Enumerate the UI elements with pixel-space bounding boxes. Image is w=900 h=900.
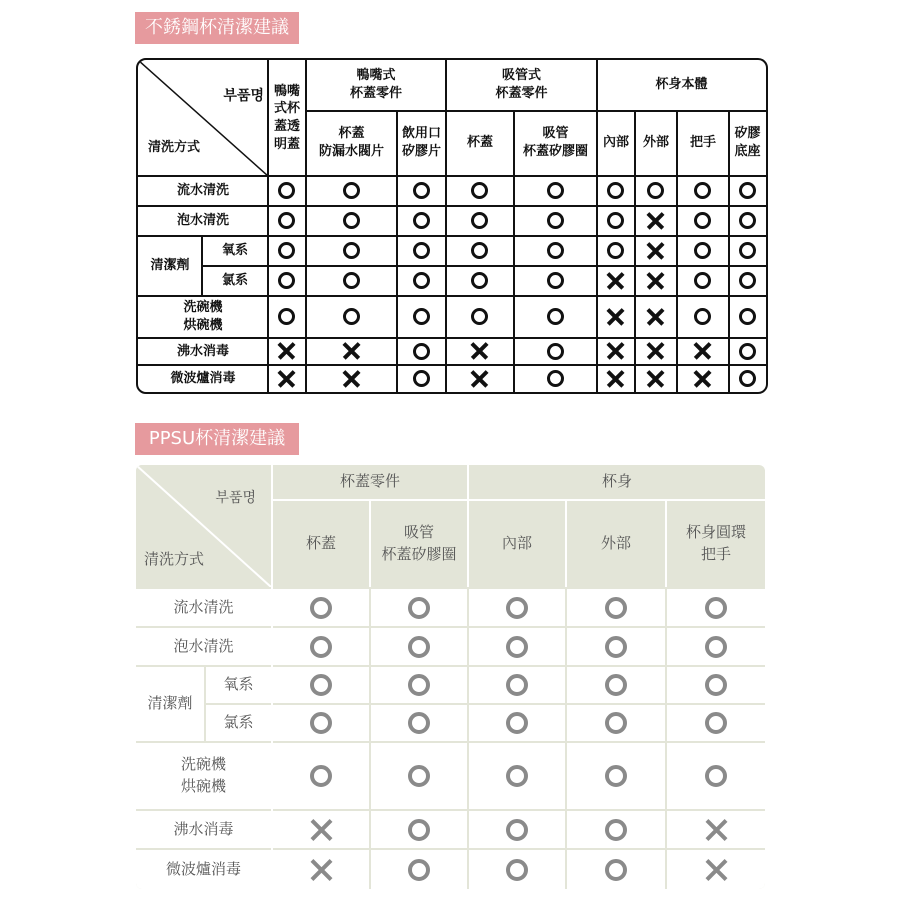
circle-mark-icon	[739, 308, 756, 325]
circle-mark-icon	[739, 212, 756, 229]
circle-mark-icon	[408, 597, 430, 619]
table-cell	[635, 338, 676, 364]
table-cell	[371, 850, 467, 889]
table-cell	[371, 628, 467, 665]
circle-mark-icon	[739, 182, 756, 199]
table-cell	[677, 206, 728, 235]
cross-mark-icon	[694, 370, 711, 387]
col-straw-ring	[371, 501, 467, 587]
col-outer: 外部	[642, 135, 669, 151]
header-duck-lid	[268, 60, 306, 176]
cross-mark-icon	[278, 343, 295, 360]
stainless-cleaning-table	[136, 58, 768, 394]
table-cell	[371, 589, 467, 626]
circle-mark-icon	[739, 370, 756, 387]
row-line: 烘碗機	[183, 318, 223, 333]
table-cell	[306, 338, 396, 364]
circle-mark-icon	[547, 212, 564, 229]
table-cell	[306, 176, 396, 205]
header-line: 杯身圓環	[685, 523, 746, 542]
header-line: 矽膠	[734, 126, 761, 142]
circle-mark-icon	[605, 819, 627, 841]
col-lid: 杯蓋	[466, 135, 493, 151]
circle-mark-icon	[607, 212, 624, 229]
table-cell	[306, 206, 396, 235]
col-straw-ring	[514, 110, 597, 176]
table-cell	[469, 850, 565, 889]
circle-mark-icon	[547, 343, 564, 360]
table-cell	[446, 338, 513, 364]
cross-mark-icon	[705, 859, 727, 881]
circle-mark-icon	[413, 343, 430, 360]
table-cell	[597, 236, 634, 265]
row-soak: 泡水清洗	[176, 213, 229, 229]
circle-mark-icon	[705, 636, 727, 658]
header-line: 吸管	[542, 126, 569, 142]
table-cell	[446, 176, 513, 205]
table-cell	[635, 266, 676, 295]
table-cell	[268, 206, 305, 235]
circle-mark-icon	[739, 242, 756, 259]
circle-mark-icon	[471, 182, 488, 199]
header-line: 防漏水閥片	[318, 144, 384, 159]
header-line: 把手	[700, 545, 731, 563]
row-line: 洗碗機	[180, 755, 226, 774]
circle-mark-icon	[310, 765, 332, 787]
cross-mark-icon	[278, 370, 295, 387]
table-cell	[635, 236, 676, 265]
header-line: 明蓋	[273, 136, 300, 152]
row-chlorine: 氯系	[221, 273, 248, 289]
row-dishwasher	[136, 743, 271, 809]
corner-parts-label: 부품명	[215, 489, 256, 506]
col-inner: 內部	[501, 534, 532, 553]
table-cell	[677, 176, 728, 205]
table-cell	[597, 176, 634, 205]
col-ring-handle	[667, 501, 765, 587]
circle-mark-icon	[310, 674, 332, 696]
table-cell	[306, 266, 396, 295]
circle-mark-icon	[310, 636, 332, 658]
cross-mark-icon	[647, 343, 664, 360]
table-cell	[469, 705, 565, 741]
table-cell	[567, 589, 665, 626]
table-cell	[446, 296, 513, 337]
circle-mark-icon	[605, 765, 627, 787]
circle-mark-icon	[408, 636, 430, 658]
table-cell	[273, 667, 369, 703]
ppsu-section-title: PPSU杯清潔建議	[135, 423, 299, 455]
table-cell	[635, 365, 676, 392]
table-cell	[514, 236, 596, 265]
circle-mark-icon	[408, 674, 430, 696]
row-oxygen: 氧系	[221, 243, 248, 259]
table-cell	[667, 589, 765, 626]
table-cell	[268, 365, 305, 392]
table-cell	[469, 667, 565, 703]
circle-mark-icon	[471, 242, 488, 259]
table-cell	[729, 176, 766, 205]
circle-mark-icon	[739, 343, 756, 360]
table-cell	[729, 206, 766, 235]
circle-mark-icon	[694, 272, 711, 289]
cross-mark-icon	[310, 859, 332, 881]
circle-mark-icon	[408, 819, 430, 841]
col-leakproof	[306, 110, 397, 176]
table-cell	[268, 266, 305, 295]
table-cell	[667, 850, 765, 889]
circle-mark-icon	[605, 597, 627, 619]
circle-mark-icon	[605, 636, 627, 658]
table-cell	[567, 628, 665, 665]
col-mouth	[397, 110, 446, 176]
row-microwave: 微波爐消毒	[170, 370, 236, 386]
table-cell	[729, 266, 766, 295]
circle-mark-icon	[547, 242, 564, 259]
table-cell	[397, 338, 445, 364]
ppsu-cleaning-table	[136, 465, 765, 889]
header-duck-parts	[306, 60, 446, 110]
circle-mark-icon	[413, 370, 430, 387]
table-cell	[268, 236, 305, 265]
table-cell	[306, 365, 396, 392]
header-line: 底座	[734, 144, 761, 159]
table-cell	[514, 176, 596, 205]
circle-mark-icon	[408, 712, 430, 734]
header-line: 鴨嘴式	[356, 68, 396, 84]
circle-mark-icon	[278, 182, 295, 199]
circle-mark-icon	[413, 182, 430, 199]
table-cell	[677, 338, 728, 364]
row-microwave: 微波爐消毒	[136, 850, 271, 889]
circle-mark-icon	[408, 859, 430, 881]
header-line: 吸管式	[501, 68, 541, 84]
col-lid: 杯蓋	[305, 534, 336, 553]
cross-mark-icon	[607, 272, 624, 289]
cross-mark-icon	[343, 343, 360, 360]
cross-mark-icon	[607, 370, 624, 387]
circle-mark-icon	[694, 212, 711, 229]
table-cell	[567, 850, 665, 889]
row-running-water: 流水清洗	[136, 589, 271, 626]
cross-mark-icon	[607, 343, 624, 360]
table-cell	[273, 743, 369, 809]
circle-mark-icon	[343, 272, 360, 289]
table-cell	[371, 811, 467, 848]
stainless-section-title: 不銹鋼杯清潔建議	[135, 12, 299, 44]
circle-mark-icon	[343, 242, 360, 259]
circle-mark-icon	[278, 308, 295, 325]
circle-mark-icon	[471, 212, 488, 229]
cross-mark-icon	[705, 819, 727, 841]
table-cell	[667, 705, 765, 741]
circle-mark-icon	[694, 308, 711, 325]
table-cell	[273, 705, 369, 741]
table-cell	[371, 667, 467, 703]
row-line: 烘碗機	[180, 777, 226, 795]
col-handle: 把手	[689, 135, 716, 151]
circle-mark-icon	[278, 242, 295, 259]
table-cell	[597, 266, 634, 295]
header-line: 杯蓋矽膠圈	[522, 144, 588, 159]
circle-mark-icon	[310, 712, 332, 734]
corner-diagonal	[138, 60, 268, 176]
table-cell	[677, 365, 728, 392]
table-cell	[514, 266, 596, 295]
cross-mark-icon	[471, 343, 488, 360]
circle-mark-icon	[605, 712, 627, 734]
table-cell	[597, 338, 634, 364]
table-cell	[677, 236, 728, 265]
cross-mark-icon	[694, 343, 711, 360]
col-base	[729, 110, 766, 176]
table-cell	[469, 743, 565, 809]
circle-mark-icon	[605, 859, 627, 881]
corner-parts-label: 부품명	[223, 87, 264, 104]
table-cell	[677, 266, 728, 295]
circle-mark-icon	[705, 765, 727, 787]
cross-mark-icon	[647, 212, 664, 229]
row-line: 洗碗機	[183, 300, 223, 316]
cross-mark-icon	[647, 370, 664, 387]
table-cell	[635, 206, 676, 235]
table-cell	[273, 811, 369, 848]
table-cell	[635, 296, 676, 337]
table-cell	[273, 850, 369, 889]
circle-mark-icon	[607, 182, 624, 199]
cross-mark-icon	[647, 242, 664, 259]
table-cell	[397, 206, 445, 235]
table-cell	[597, 206, 634, 235]
table-cell	[567, 705, 665, 741]
table-cell	[397, 365, 445, 392]
circle-mark-icon	[413, 308, 430, 325]
circle-mark-icon	[413, 212, 430, 229]
table-cell	[306, 296, 396, 337]
header-straw-parts	[446, 60, 597, 110]
table-cell	[397, 296, 445, 337]
cross-mark-icon	[607, 308, 624, 325]
circle-mark-icon	[605, 674, 627, 696]
table-cell	[597, 365, 634, 392]
table-cell	[268, 296, 305, 337]
circle-mark-icon	[647, 182, 664, 199]
header-line: 杯蓋零件	[349, 86, 402, 101]
circle-mark-icon	[413, 242, 430, 259]
circle-mark-icon	[607, 242, 624, 259]
table-cell	[371, 705, 467, 741]
header-body: 杯身	[601, 472, 632, 491]
table-cell	[514, 296, 596, 337]
table-cell	[446, 206, 513, 235]
circle-mark-icon	[705, 597, 727, 619]
header-line: 飲用口	[401, 126, 441, 142]
table-cell	[635, 176, 676, 205]
table-cell	[667, 811, 765, 848]
row-running-water: 流水清洗	[176, 183, 229, 199]
circle-mark-icon	[278, 212, 295, 229]
row-boiling: 沸水消毒	[136, 811, 271, 848]
circle-mark-icon	[506, 765, 528, 787]
circle-mark-icon	[547, 370, 564, 387]
table-cell	[514, 338, 596, 364]
table-cell	[469, 811, 565, 848]
cross-mark-icon	[471, 370, 488, 387]
table-cell	[273, 628, 369, 665]
corner-method-label: 清洗方式	[144, 550, 205, 569]
table-cell	[567, 811, 665, 848]
circle-mark-icon	[547, 272, 564, 289]
circle-mark-icon	[506, 674, 528, 696]
cross-mark-icon	[647, 308, 664, 325]
table-cell	[469, 628, 565, 665]
header-line: 鴨嘴	[273, 83, 300, 99]
circle-mark-icon	[278, 272, 295, 289]
col-inner: 內部	[602, 135, 629, 151]
header-line: 吸管	[403, 523, 434, 542]
table-cell	[677, 296, 728, 337]
cross-mark-icon	[647, 272, 664, 289]
col-outer: 外部	[600, 534, 631, 553]
table-cell	[567, 667, 665, 703]
circle-mark-icon	[343, 308, 360, 325]
row-detergent: 清潔劑	[136, 667, 204, 741]
table-cell	[729, 365, 766, 392]
circle-mark-icon	[506, 636, 528, 658]
table-cell	[268, 338, 305, 364]
header-lid-parts: 杯蓋零件	[339, 472, 400, 491]
circle-mark-icon	[547, 308, 564, 325]
row-boiling: 沸水消毒	[176, 343, 229, 359]
row-soak: 泡水清洗	[136, 628, 271, 665]
table-cell	[729, 236, 766, 265]
header-body: 杯身本體	[655, 77, 708, 93]
header-line: 矽膠片	[401, 144, 441, 159]
row-dishwasher	[138, 296, 268, 338]
circle-mark-icon	[471, 308, 488, 325]
table-cell	[667, 628, 765, 665]
table-cell	[597, 296, 634, 337]
header-line: 式杯	[273, 101, 300, 117]
circle-mark-icon	[506, 859, 528, 881]
circle-mark-icon	[310, 597, 332, 619]
header-line: 蓋透	[273, 119, 300, 134]
table-cell	[667, 667, 765, 703]
table-cell	[667, 743, 765, 809]
circle-mark-icon	[506, 712, 528, 734]
header-line: 杯蓋矽膠圈	[381, 545, 457, 563]
circle-mark-icon	[694, 242, 711, 259]
row-oxygen: 氧系	[206, 667, 271, 703]
circle-mark-icon	[471, 272, 488, 289]
table-cell	[729, 296, 766, 337]
table-cell	[514, 365, 596, 392]
table-cell	[446, 365, 513, 392]
table-cell	[446, 236, 513, 265]
cross-mark-icon	[310, 819, 332, 841]
circle-mark-icon	[705, 712, 727, 734]
table-cell	[446, 266, 513, 295]
table-cell	[514, 206, 596, 235]
circle-mark-icon	[506, 597, 528, 619]
table-cell	[729, 338, 766, 364]
table-cell	[273, 589, 369, 626]
cross-mark-icon	[343, 370, 360, 387]
header-line: 杯蓋零件	[495, 86, 548, 101]
table-cell	[371, 743, 467, 809]
corner-method-label: 清洗方式	[148, 140, 201, 156]
table-cell	[397, 176, 445, 205]
circle-mark-icon	[343, 212, 360, 229]
header-line: 杯蓋	[338, 126, 365, 142]
row-detergent: 清潔劑	[150, 258, 190, 274]
table-cell	[268, 176, 305, 205]
table-cell	[306, 236, 396, 265]
circle-mark-icon	[547, 182, 564, 199]
table-cell	[397, 236, 445, 265]
circle-mark-icon	[506, 819, 528, 841]
circle-mark-icon	[408, 765, 430, 787]
table-cell	[469, 589, 565, 626]
row-chlorine: 氯系	[206, 705, 271, 741]
circle-mark-icon	[705, 674, 727, 696]
table-cell	[567, 743, 665, 809]
circle-mark-icon	[343, 182, 360, 199]
circle-mark-icon	[739, 272, 756, 289]
circle-mark-icon	[413, 272, 430, 289]
circle-mark-icon	[694, 182, 711, 199]
table-cell	[397, 266, 445, 295]
